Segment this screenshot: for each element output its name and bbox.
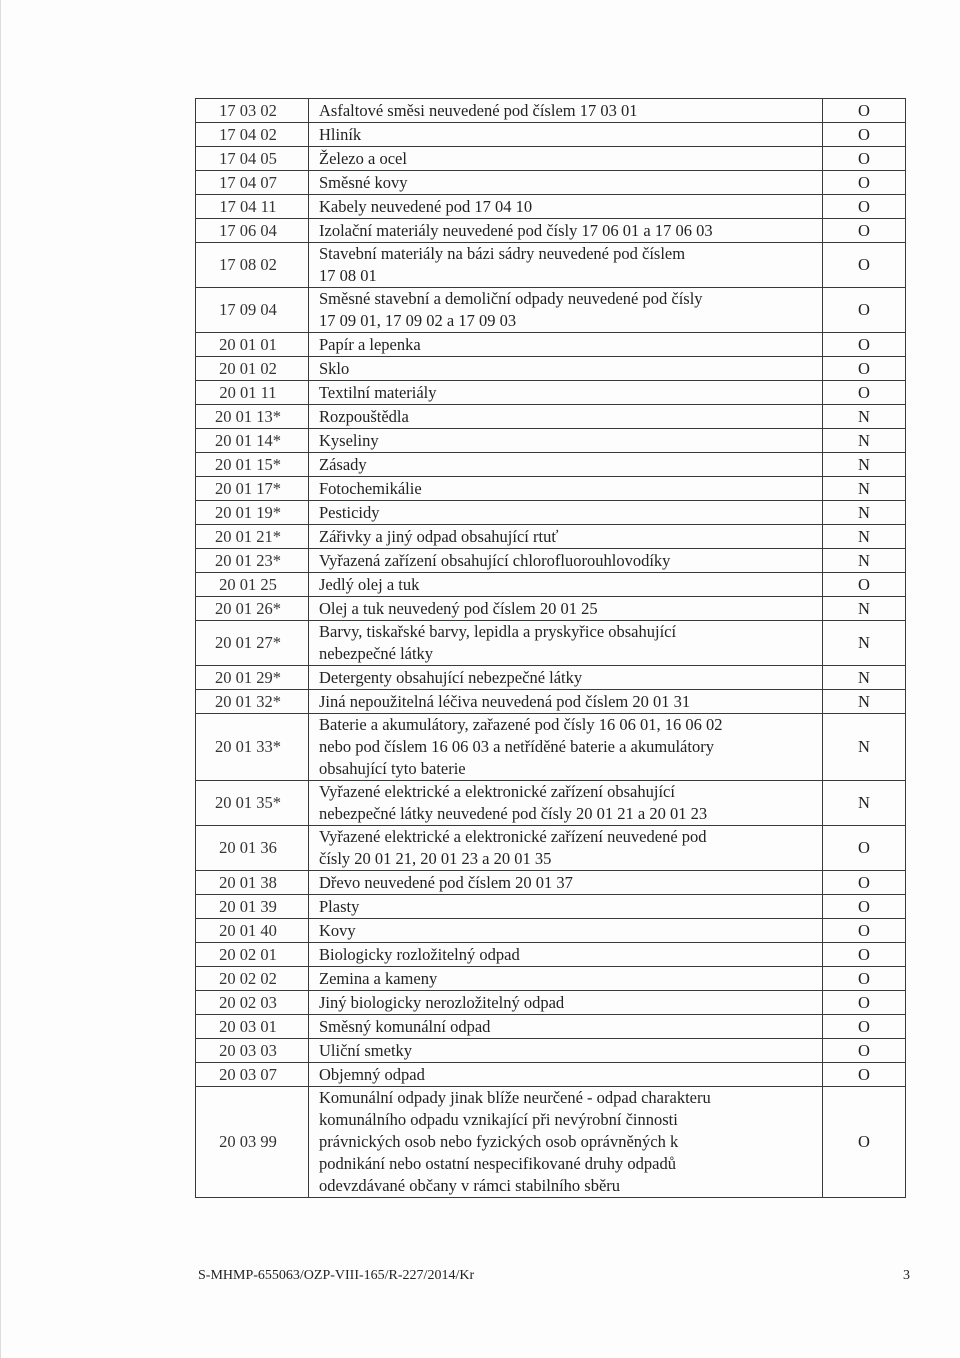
waste-description xyxy=(309,357,823,381)
waste-code: 20 02 03 xyxy=(196,991,309,1015)
waste-code: 20 02 01 xyxy=(196,943,309,967)
waste-description xyxy=(309,781,823,826)
waste-category: N xyxy=(823,714,906,781)
table-row xyxy=(196,453,906,477)
waste-category: O xyxy=(823,895,906,919)
description-line: Izolační materiály neuvedené pod čísly 17 06 01 a 17 06 03 xyxy=(319,220,713,240)
waste-code: 20 01 33* xyxy=(196,714,309,781)
scan-edge xyxy=(0,0,1,1358)
waste-description xyxy=(309,219,823,243)
waste-category: N xyxy=(823,501,906,525)
description-line: Vyřazená zařízení obsahující chlorofluorouhlovodíky xyxy=(319,550,671,570)
waste-code: 20 01 15* xyxy=(196,453,309,477)
description-line: Plasty xyxy=(319,896,360,916)
waste-category: N xyxy=(823,666,906,690)
waste-category: O xyxy=(823,99,906,123)
waste-description xyxy=(309,826,823,871)
description-line: podnikání nebo ostatní nespecifikované druhy odpadů xyxy=(319,1154,676,1173)
description-line: Směsné kovy xyxy=(319,172,408,192)
waste-code: 20 01 38 xyxy=(196,871,309,895)
waste-code: 20 01 21* xyxy=(196,525,309,549)
table-row xyxy=(196,333,906,357)
description-line: Asfaltové směsi neuvedené pod číslem 17 03 01 xyxy=(319,100,638,120)
table-row xyxy=(196,714,906,781)
table-row xyxy=(196,525,906,549)
description-line: Pesticidy xyxy=(319,502,380,522)
waste-description xyxy=(309,171,823,195)
table-row xyxy=(196,147,906,171)
waste-category: O xyxy=(823,919,906,943)
table-row xyxy=(196,501,906,525)
waste-category: O xyxy=(823,943,906,967)
waste-category: N xyxy=(823,525,906,549)
waste-category: O xyxy=(823,195,906,219)
waste-code: 20 01 36 xyxy=(196,826,309,871)
waste-description xyxy=(309,195,823,219)
description-line: Jiná nepoužitelná léčiva neuvedená pod číslem 20 01 31 xyxy=(319,691,691,711)
waste-code: 20 03 03 xyxy=(196,1039,309,1063)
table-row xyxy=(196,597,906,621)
waste-category: O xyxy=(823,967,906,991)
waste-code: 20 02 02 xyxy=(196,967,309,991)
waste-description xyxy=(309,453,823,477)
table-row xyxy=(196,573,906,597)
waste-description xyxy=(309,597,823,621)
waste-category: N xyxy=(823,477,906,501)
waste-table-body xyxy=(196,99,906,1198)
waste-code: 20 03 01 xyxy=(196,1015,309,1039)
description-line: Zemina a kameny xyxy=(319,968,438,988)
description-line: 17 08 01 xyxy=(319,266,377,285)
waste-code: 20 01 17* xyxy=(196,477,309,501)
table-row xyxy=(196,357,906,381)
table-row xyxy=(196,381,906,405)
waste-description xyxy=(309,666,823,690)
waste-description xyxy=(309,714,823,781)
description-line: Směsný komunální odpad xyxy=(319,1016,491,1036)
description-line: Železo a ocel xyxy=(319,148,407,168)
description-line: 17 09 01, 17 09 02 a 17 09 03 xyxy=(319,311,517,330)
description-line: Sklo xyxy=(319,358,350,378)
table-row xyxy=(196,967,906,991)
waste-description xyxy=(309,967,823,991)
table-row xyxy=(196,690,906,714)
description-line: Detergenty obsahující nebezpečné látky xyxy=(319,667,583,687)
waste-code: 20 01 27* xyxy=(196,621,309,666)
table-row xyxy=(196,943,906,967)
description-line: Baterie a akumulátory, zařazené pod čísly 16 06 01, 16 06 02 xyxy=(319,715,723,734)
waste-category: O xyxy=(823,991,906,1015)
waste-catalogue-table xyxy=(195,98,906,1198)
table-row xyxy=(196,549,906,573)
waste-category: N xyxy=(823,621,906,666)
waste-category: O xyxy=(823,333,906,357)
waste-code: 20 03 07 xyxy=(196,1063,309,1087)
waste-description xyxy=(309,690,823,714)
waste-code: 20 01 39 xyxy=(196,895,309,919)
table-row xyxy=(196,781,906,826)
description-line: právnických osob nebo fyzických osob oprávněných k xyxy=(319,1132,679,1151)
table-row xyxy=(196,895,906,919)
waste-code: 20 01 14* xyxy=(196,429,309,453)
waste-code: 20 01 02 xyxy=(196,357,309,381)
description-line: nebezpečné látky xyxy=(319,644,434,663)
description-line: Stavební materiály na bázi sádry neuvedené pod číslem xyxy=(319,244,686,263)
description-line: komunálního odpadu vznikající při nevýrobní činnosti xyxy=(319,1110,678,1129)
waste-category: N xyxy=(823,453,906,477)
description-line: Textilní materiály xyxy=(319,382,437,402)
table-row xyxy=(196,871,906,895)
waste-category: O xyxy=(823,171,906,195)
table-row xyxy=(196,477,906,501)
waste-description xyxy=(309,895,823,919)
waste-category: O xyxy=(823,123,906,147)
waste-description xyxy=(309,243,823,288)
description-line: Barvy, tiskařské barvy, lepidla a pryskyřice obsahující xyxy=(319,622,677,641)
waste-code: 20 01 26* xyxy=(196,597,309,621)
table-row xyxy=(196,1039,906,1063)
waste-code: 20 01 01 xyxy=(196,333,309,357)
waste-description xyxy=(309,381,823,405)
table-row xyxy=(196,288,906,333)
description-line: Zásady xyxy=(319,454,367,474)
waste-code: 20 01 23* xyxy=(196,549,309,573)
waste-description xyxy=(309,1015,823,1039)
table-row xyxy=(196,826,906,871)
description-line: Kabely neuvedené pod 17 04 10 xyxy=(319,196,533,216)
waste-description xyxy=(309,1063,823,1087)
waste-code: 20 01 32* xyxy=(196,690,309,714)
waste-category: O xyxy=(823,288,906,333)
table-row xyxy=(196,1015,906,1039)
waste-description xyxy=(309,549,823,573)
description-line: Fotochemikálie xyxy=(319,478,422,498)
description-line: Objemný odpad xyxy=(319,1064,425,1084)
description-line: Komunální odpady jinak blíže neurčené - odpad charakteru xyxy=(319,1088,711,1107)
table-row xyxy=(196,243,906,288)
waste-description xyxy=(309,621,823,666)
description-line: nebezpečné látky neuvedené pod čísly 20 01 21 a 20 01 23 xyxy=(319,804,708,823)
waste-description xyxy=(309,147,823,171)
waste-category: O xyxy=(823,1015,906,1039)
waste-category: O xyxy=(823,826,906,871)
waste-category: O xyxy=(823,219,906,243)
waste-category: O xyxy=(823,381,906,405)
table-row xyxy=(196,1063,906,1087)
waste-code: 20 03 99 xyxy=(196,1087,309,1198)
waste-code: 17 04 05 xyxy=(196,147,309,171)
description-line: Uliční smetky xyxy=(319,1040,413,1060)
waste-code: 20 01 35* xyxy=(196,781,309,826)
waste-description xyxy=(309,501,823,525)
waste-code: 20 01 11 xyxy=(196,381,309,405)
description-line: nebo pod číslem 16 06 03 a netříděné baterie a akumulátory xyxy=(319,737,714,756)
waste-code: 17 03 02 xyxy=(196,99,309,123)
waste-category: O xyxy=(823,1063,906,1087)
waste-description xyxy=(309,99,823,123)
waste-code: 20 01 19* xyxy=(196,501,309,525)
description-line: Hliník xyxy=(319,124,362,144)
description-line: Papír a lepenka xyxy=(319,334,421,354)
waste-description xyxy=(309,429,823,453)
table-row xyxy=(196,1087,906,1198)
description-line: Vyřazené elektrické a elektronické zařízení neuvedené pod xyxy=(319,827,707,846)
table-row xyxy=(196,219,906,243)
waste-category: N xyxy=(823,690,906,714)
waste-description xyxy=(309,871,823,895)
description-line: Jiný biologicky nerozložitelný odpad xyxy=(319,992,565,1012)
waste-description xyxy=(309,525,823,549)
description-line: čísly 20 01 21, 20 01 23 a 20 01 35 xyxy=(319,849,552,868)
waste-code: 17 08 02 xyxy=(196,243,309,288)
description-line: Kyseliny xyxy=(319,430,379,450)
waste-category: N xyxy=(823,549,906,573)
waste-code: 20 01 29* xyxy=(196,666,309,690)
description-line: Biologicky rozložitelný odpad xyxy=(319,944,520,964)
description-line: Vyřazené elektrické a elektronické zařízení obsahující xyxy=(319,782,675,801)
waste-description xyxy=(309,477,823,501)
waste-description xyxy=(309,405,823,429)
waste-category: N xyxy=(823,429,906,453)
table-row xyxy=(196,919,906,943)
waste-category: O xyxy=(823,243,906,288)
waste-description xyxy=(309,123,823,147)
waste-category: O xyxy=(823,357,906,381)
waste-category: O xyxy=(823,871,906,895)
waste-code: 20 01 13* xyxy=(196,405,309,429)
description-line: Zářivky a jiný odpad obsahující rtuť xyxy=(319,526,559,546)
table-row xyxy=(196,405,906,429)
description-line: Dřevo neuvedené pod číslem 20 01 37 xyxy=(319,872,573,892)
table-row xyxy=(196,171,906,195)
waste-category: O xyxy=(823,573,906,597)
waste-category: N xyxy=(823,781,906,826)
document-reference: S-MHMP-655063/OZP-VIII-165/R-227/2014/Kr xyxy=(198,1268,475,1283)
waste-description xyxy=(309,1039,823,1063)
waste-code: 17 04 02 xyxy=(196,123,309,147)
waste-code: 17 06 04 xyxy=(196,219,309,243)
description-line: Olej a tuk neuvedený pod číslem 20 01 25 xyxy=(319,598,598,618)
waste-code: 20 01 40 xyxy=(196,919,309,943)
waste-category: O xyxy=(823,1087,906,1198)
page-footer xyxy=(198,1268,910,1284)
table-row xyxy=(196,621,906,666)
waste-description xyxy=(309,1087,823,1198)
table-row xyxy=(196,666,906,690)
page-number: 3 xyxy=(903,1268,910,1283)
table-row xyxy=(196,429,906,453)
description-line: obsahující tyto baterie xyxy=(319,759,466,778)
table-row xyxy=(196,99,906,123)
waste-category: O xyxy=(823,147,906,171)
waste-code: 17 04 11 xyxy=(196,195,309,219)
description-line: Rozpouštědla xyxy=(319,406,409,426)
waste-category: N xyxy=(823,597,906,621)
waste-code: 17 09 04 xyxy=(196,288,309,333)
table-row xyxy=(196,195,906,219)
waste-description xyxy=(309,573,823,597)
description-line: Směsné stavební a demoliční odpady neuvedené pod čísly xyxy=(319,289,703,308)
waste-code: 17 04 07 xyxy=(196,171,309,195)
description-line: Jedlý olej a tuk xyxy=(319,574,420,594)
description-line: Kovy xyxy=(319,920,356,940)
waste-category: N xyxy=(823,405,906,429)
description-line: odevzdávané občany v rámci stabilního sběru xyxy=(319,1176,621,1195)
waste-code: 20 01 25 xyxy=(196,573,309,597)
waste-description xyxy=(309,943,823,967)
waste-description xyxy=(309,991,823,1015)
table-row xyxy=(196,991,906,1015)
waste-description xyxy=(309,919,823,943)
waste-description xyxy=(309,288,823,333)
table-row xyxy=(196,123,906,147)
waste-category: O xyxy=(823,1039,906,1063)
waste-description xyxy=(309,333,823,357)
